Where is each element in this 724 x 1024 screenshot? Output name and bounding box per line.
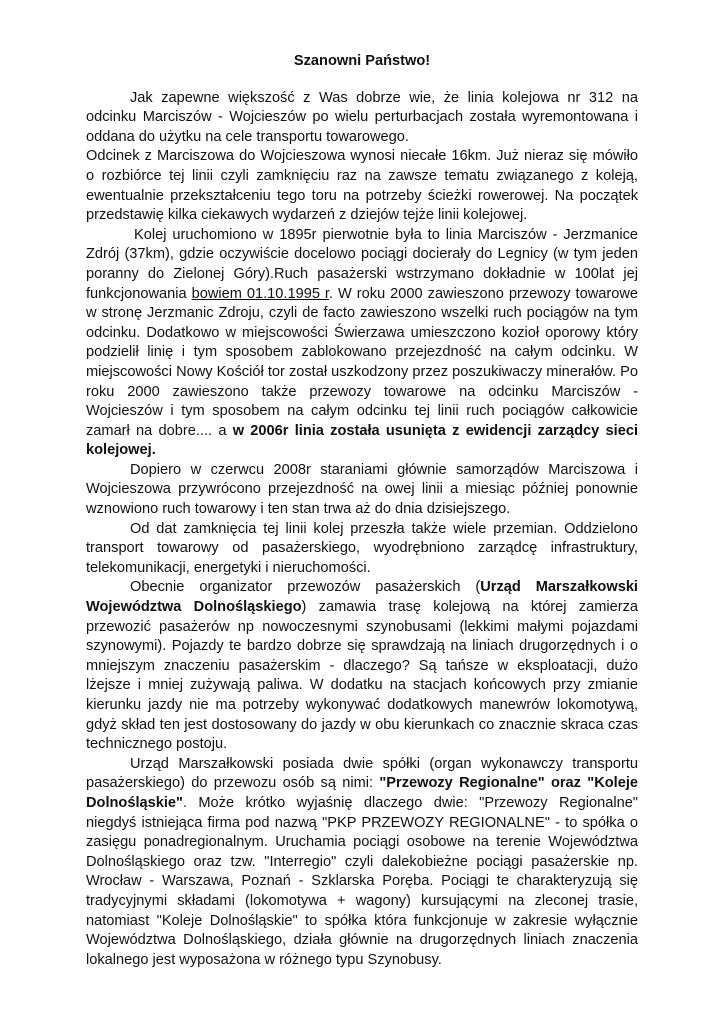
paragraph-6-bold: Urząd Marszałkowski Województwa Dolnośląskiego — [86, 579, 638, 616]
paragraph-7-text-a: Urząd Marszałkowski posiada dwie spółki (organ wykonawczy transportu pasażerskiego) do przewozu osób są nimi: — [86, 755, 638, 792]
paragraph-3 — [86, 226, 638, 461]
paragraph-3-text-b: . W roku 2000 zawieszono przewozy towarowe w stronę Jerzmanic Zdroju, czyli de facto zawieszono wszelki ruch pociągów na tym odcinku. Dodatkowo w miejscowości Świerzawa umieszczono kozioł oporowy który podzielił linię i tym sposobem zablokowano przejezdność na całym odcinku. W miejscowości Nowy Kościół tor został uszkodzony przez poszukiwaczy minerałów. Po roku 2000 zawieszono także przewozy towarowe na odcinku Marciszów - Wojcieszów i tym sposobem na całym odcinku tej linii ruch pociągów całkowicie zamarł na dobre.... a — [86, 285, 638, 439]
paragraph-6-text-a: Obecnie organizator przewozów pasażerskich ( — [130, 579, 481, 596]
paragraph-7-bold: "Przewozy Regionalne" oraz "Koleje Dolnośląskie" — [86, 775, 638, 811]
paragraph-6-text-b: ) zamawia trasę kolejową na której zamierza przewozić pasażerów np nowoczesnymi szynobusami (lekkimi małymi pojazdami szynowymi). Pojazdy te bardzo dobrze się sprawdzają na liniach drugorzędnych i o mniejszym znaczeniu pasażerskim - dlaczego? Są tańsze w eksploatacji, dużo lżejsze i mniej zużywają paliwa. W dodatku na stacjach końcowych przy zmianie kierunku jazdy nie ma potrzeby wykonywać dodatkowych manewrów lokomotywą, gdyż skład ten jest dostosowany do jazdy w obu kierunkach co znacznie skraca czas technicznego postoju. — [86, 599, 639, 753]
paragraph-1: Jak zapewne większość z Was dobrze wie, że linia kolejowa nr 312 na odcinku Marciszów - Wojcieszów po wielu perturbacjach została wyremontowana i oddana do użytku na cele transportu towarowego. — [86, 89, 638, 145]
paragraph-2: Odcinek z Marciszowa do Wojcieszowa wynosi niecałe 16km. Już nieraz się mówiło o rozbiórce tej linii czyli zamknięciu raz na zawsze tematu związanego z koleją, ewentualnie przekształceniu tego toru na potrzeby ścieżki rowerowej. Na początek przedstawię kilka ciekawych wydarzeń z dziejów tejże linii kolejowej. — [86, 148, 638, 224]
paragraph-6 — [86, 578, 638, 754]
document-title: Szanowni Państwo! — [293, 53, 431, 69]
paragraph-3-bold: w 2006r linia została usunięta z ewidencji zarządcy sieci kolejowej. — [86, 422, 638, 459]
paragraph-5: Od dat zamknięcia tej linii kolej przeszła także wiele przemian. Oddzielono transport towarowy od pasażerskiego, wyodrębniono zarządcę infrastruktury, telekomunikacji, energetyki i nieruchomości. — [86, 520, 638, 576]
paragraph-7-text-b: . Może krótko wyjaśnię dlaczego dwie: "Przewozy Regionalne" niegdyś istniejąca firma pod nazwą "PKP PRZEWOZY REGIONALNE" - to spółka o zasięgu ponadregionalnym. Uruchamia pociągi osobowe na terenie Województwa Dolnośląskiego oraz tzw. "Interregio" czyli dalekobieżne pociągi pasażerskie np. Wrocław - Warszawa, Poznań - Szklarska Poręba. Pociągi te charakteryzują się tradycyjnymi składami (lokomotywa + wagony) kursującymi na zleconej trasie, natomiast "Koleje Dolnośląskie" to spółka która funkcjonuje w zakresie wyłącznie Województwa Dolnośląskiego, działa głównie na drugorzędnych liniach znaczenia lokalnego jest wyposażona w różnego typu Szynobusy. — [86, 794, 638, 968]
paragraph-3-text-a: Kolej uruchomiono w 1895r pierwotnie była to linia Marciszów - Jerzmanice Zdrój (37km), gdzie oczywiście docelowo pociągi docierały do Legnicy (w tym jeden poranny do Zielonej Góry).Ruch pasażerski wstrzymano dokładnie w 100lat jej funkcjonowania — [86, 226, 638, 302]
paragraph-4: Dopiero w czerwcu 2008r staraniami głównie samorządów Marciszowa i Wojcieszowa przywrócono przejezdność na owej linii a miesiąc później ponownie wznowiono ruch towarowy i ten stan trwa aż do dnia dzisiejszego. — [86, 461, 638, 518]
paragraph-3-underlined-date: bowiem 01.10.1995 r — [191, 285, 329, 302]
paragraph-7 — [86, 755, 638, 971]
